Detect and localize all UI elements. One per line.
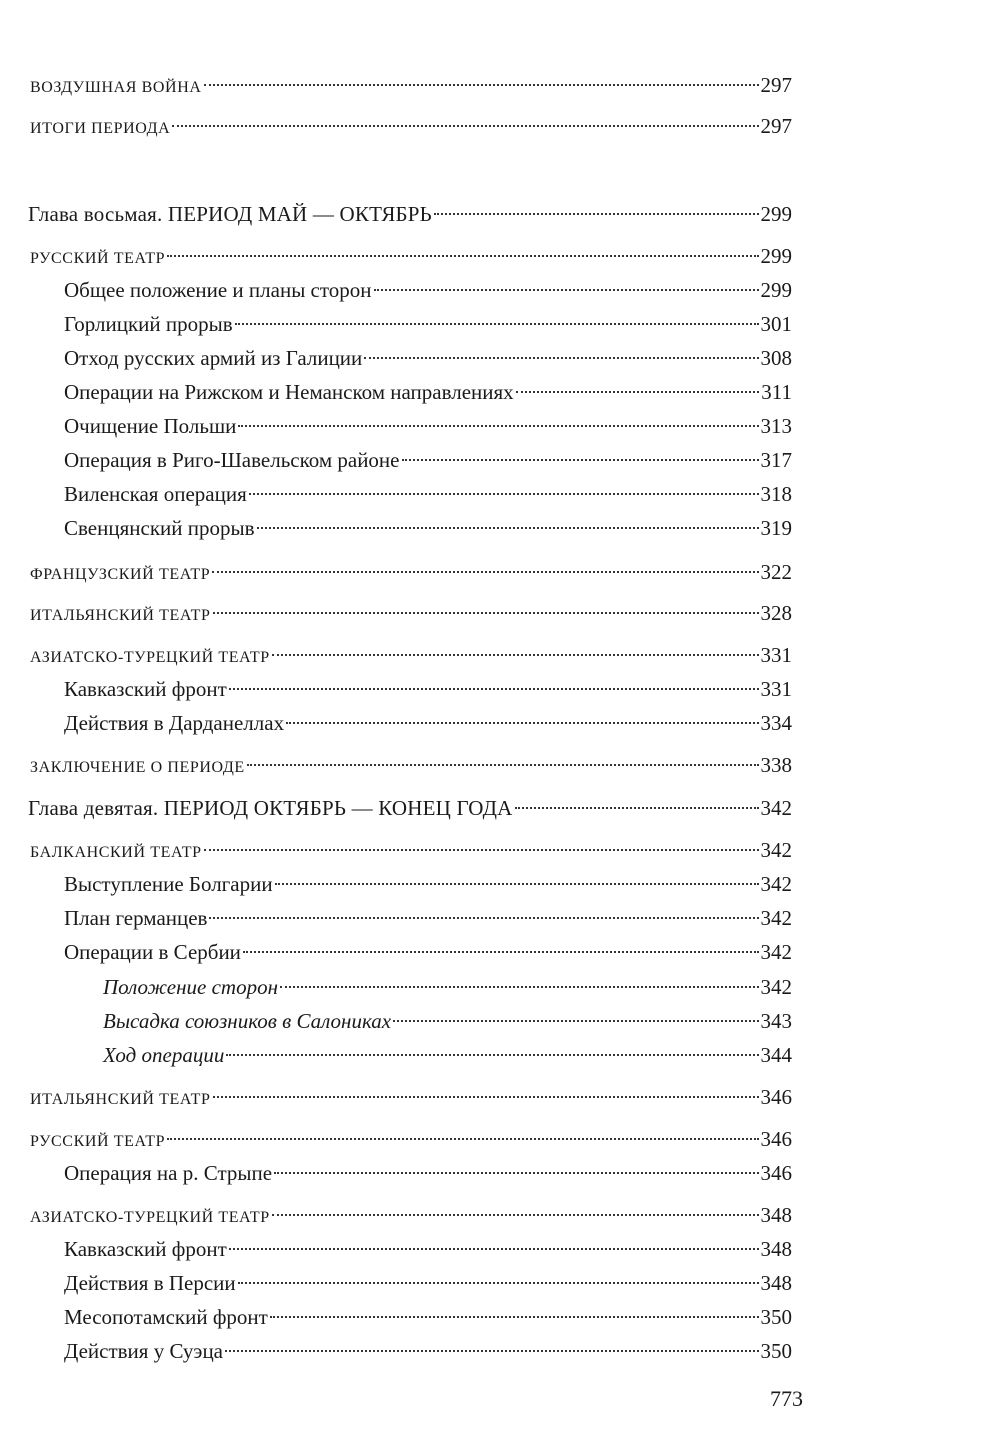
toc-entry-page: 348 bbox=[760, 1271, 792, 1295]
toc-entry-page: 322 bbox=[760, 560, 792, 584]
toc-entry-page: 331 bbox=[760, 643, 792, 667]
toc-entry-title: Операция в Риго-Шавельском районе bbox=[64, 448, 400, 472]
toc-entry-title: Глава восьмая. ПЕРИОД МАЙ — ОКТЯБРЬ bbox=[28, 202, 432, 226]
toc-entry bbox=[30, 1082, 792, 1112]
toc-entry-page: 318 bbox=[760, 482, 792, 506]
toc-entry-title: АЗИАТСКО-ТУРЕЦКИЙ ТЕАТР bbox=[30, 649, 270, 666]
toc-entry-page: 348 bbox=[760, 1203, 792, 1227]
toc-entry-title: ВОЗДУШНАЯ ВОЙНА bbox=[30, 79, 202, 96]
toc-entry bbox=[30, 750, 792, 780]
toc-entry-title: Месопотамский фронт bbox=[64, 1305, 268, 1329]
toc-entry-title: Горлицкий прорыв bbox=[64, 312, 233, 336]
toc-entry-title: ФРАНЦУЗСКИЙ ТЕАТР bbox=[30, 566, 211, 583]
toc-entry-page: 350 bbox=[760, 1305, 792, 1329]
toc-entry-page: 297 bbox=[760, 73, 792, 97]
toc-entry bbox=[64, 674, 792, 704]
toc-entry bbox=[103, 1040, 792, 1070]
dot-leader bbox=[213, 611, 759, 614]
dot-leader bbox=[213, 1095, 759, 1098]
toc-entry-page: 346 bbox=[760, 1127, 792, 1151]
toc-entry bbox=[64, 411, 792, 441]
toc-entry bbox=[103, 972, 792, 1002]
toc-entry bbox=[30, 835, 792, 865]
toc-entry-page: 338 bbox=[760, 753, 792, 777]
toc-entry-page: 348 bbox=[760, 1237, 792, 1261]
toc-entry-title: ИТОГИ ПЕРИОДА bbox=[30, 120, 171, 137]
toc-entry-title: Действия в Дарданеллах bbox=[64, 711, 285, 735]
toc-entry bbox=[64, 275, 792, 305]
toc-entry-title: Глава девятая. ПЕРИОД ОКТЯБРЬ — КОНЕЦ ГОДА bbox=[28, 796, 513, 820]
toc-entry-page: 350 bbox=[760, 1339, 792, 1363]
dot-leader bbox=[516, 390, 760, 393]
dot-leader bbox=[172, 124, 758, 127]
toc-entry-page: 342 bbox=[760, 906, 792, 930]
dot-leader bbox=[249, 492, 759, 495]
toc-entry bbox=[64, 343, 792, 373]
toc-entry-page: 342 bbox=[760, 940, 792, 964]
dot-leader bbox=[402, 458, 759, 461]
toc-entry-page: 301 bbox=[760, 312, 792, 336]
dot-leader bbox=[270, 1315, 759, 1318]
dot-leader bbox=[286, 721, 758, 724]
toc-entry bbox=[64, 1302, 792, 1332]
toc-entry-title: Очищение Польши bbox=[64, 414, 237, 438]
toc-entry-title: ИТАЛЬЯНСКИЙ ТЕАТР bbox=[30, 1091, 211, 1108]
toc-entry-page: 342 bbox=[760, 872, 792, 896]
toc-entry-page: 311 bbox=[761, 380, 792, 404]
toc-entry-title: Действия у Суэца bbox=[64, 1339, 224, 1363]
toc-entry-page: 317 bbox=[760, 448, 792, 472]
toc-entry-title: АЗИАТСКО-ТУРЕЦКИЙ ТЕАТР bbox=[30, 1209, 270, 1226]
dot-leader bbox=[515, 806, 759, 809]
toc-entry-title: Выступление Болгарии bbox=[64, 872, 273, 896]
dot-leader bbox=[434, 212, 759, 215]
toc-entry-title: Положение сторон bbox=[103, 975, 279, 999]
toc-entry bbox=[30, 1200, 792, 1230]
toc-entry bbox=[64, 1336, 792, 1366]
dot-leader bbox=[272, 653, 759, 656]
toc-entry bbox=[64, 1158, 792, 1188]
dot-leader bbox=[235, 322, 759, 325]
toc-entry bbox=[64, 309, 792, 339]
toc-entry-page: 334 bbox=[760, 711, 792, 735]
toc-entry bbox=[30, 1124, 792, 1154]
dot-leader bbox=[272, 1213, 759, 1216]
toc-entry-title: РУССКИЙ ТЕАТР bbox=[30, 1133, 166, 1150]
toc-entry bbox=[30, 640, 792, 670]
toc-entry-title: Отход русских армий из Галиции bbox=[64, 346, 363, 370]
toc-entry-page: 328 bbox=[760, 601, 792, 625]
toc-entry-title: Действия в Персии bbox=[64, 1271, 236, 1295]
toc-entry-page: 299 bbox=[760, 278, 792, 302]
toc-entry bbox=[103, 1006, 792, 1036]
dot-leader bbox=[204, 848, 759, 851]
toc-entry-page: 297 bbox=[760, 114, 792, 138]
toc-entry-page: 342 bbox=[760, 796, 792, 820]
toc-entry-page: 343 bbox=[760, 1009, 792, 1033]
dot-leader bbox=[247, 763, 759, 766]
dot-leader bbox=[167, 1137, 758, 1140]
dot-leader bbox=[209, 916, 758, 919]
toc-entry-page: 342 bbox=[760, 838, 792, 862]
dot-leader bbox=[229, 687, 759, 690]
toc-entry bbox=[28, 199, 792, 229]
toc-entry-title: Операция на р. Стрыпе bbox=[64, 1161, 273, 1185]
dot-leader bbox=[204, 83, 759, 86]
dot-leader bbox=[167, 254, 758, 257]
toc-entry-title: Свенцянский прорыв bbox=[64, 516, 255, 540]
dot-leader bbox=[364, 356, 758, 359]
toc-entry-page: 346 bbox=[760, 1085, 792, 1109]
dot-leader bbox=[275, 882, 759, 885]
toc-entry-page: 331 bbox=[760, 677, 792, 701]
toc-entry-title: РУССКИЙ ТЕАТР bbox=[30, 250, 166, 267]
toc-entry-title: ИТАЛЬЯНСКИЙ ТЕАТР bbox=[30, 607, 211, 624]
dot-leader bbox=[212, 570, 758, 573]
toc-entry-page: 344 bbox=[760, 1043, 792, 1067]
toc-entry bbox=[30, 241, 792, 271]
page-number: 773 bbox=[770, 1386, 803, 1411]
toc-entry-page: 299 bbox=[760, 202, 792, 226]
dot-leader bbox=[229, 1247, 759, 1250]
toc-entry bbox=[64, 479, 792, 509]
toc-entry-title: Кавказский фронт bbox=[64, 1237, 227, 1261]
toc-entry-page: 313 bbox=[760, 414, 792, 438]
dot-leader bbox=[257, 526, 759, 529]
dot-leader bbox=[238, 424, 758, 427]
toc-entry-page: 308 bbox=[760, 346, 792, 370]
toc-entry bbox=[30, 70, 792, 100]
toc-entry bbox=[64, 903, 792, 933]
toc-entry-title: Операции на Рижском и Неманском направлениях bbox=[64, 380, 514, 404]
toc-entry-title: Кавказский фронт bbox=[64, 677, 227, 701]
toc-entry-title: Ход операции bbox=[103, 1043, 225, 1067]
toc-entry bbox=[64, 869, 792, 899]
dot-leader bbox=[280, 985, 758, 988]
toc-entry-title: Высадка союзников в Салониках bbox=[103, 1009, 392, 1033]
toc-entry-page: 342 bbox=[760, 975, 792, 999]
toc-entry-title: Операции в Сербии bbox=[64, 940, 241, 964]
toc-entry bbox=[64, 1234, 792, 1264]
toc-entry-title: ЗАКЛЮЧЕНИЕ О ПЕРИОДЕ bbox=[30, 759, 245, 776]
toc-entry-page: 319 bbox=[760, 516, 792, 540]
toc-entry-title: Виленская операция bbox=[64, 482, 247, 506]
toc-entry bbox=[64, 377, 792, 407]
toc-entry-page: 346 bbox=[760, 1161, 792, 1185]
toc-entry bbox=[64, 937, 792, 967]
toc-entry bbox=[30, 111, 792, 141]
dot-leader bbox=[243, 950, 759, 953]
toc-entry-title: БАЛКАНСКИЙ ТЕАТР bbox=[30, 844, 202, 861]
toc-entry-title: План германцев bbox=[64, 906, 208, 930]
dot-leader bbox=[226, 1053, 758, 1056]
dot-leader bbox=[393, 1019, 758, 1022]
toc-entry-page: 299 bbox=[760, 244, 792, 268]
toc-entry bbox=[64, 1268, 792, 1298]
dot-leader bbox=[225, 1349, 758, 1352]
toc-entry bbox=[64, 445, 792, 475]
toc-entry bbox=[30, 557, 792, 587]
toc-entry bbox=[28, 793, 792, 823]
dot-leader bbox=[274, 1171, 758, 1174]
toc-entry-title: Общее положение и планы сторон bbox=[64, 278, 372, 302]
toc-entry bbox=[30, 598, 792, 628]
dot-leader bbox=[374, 288, 759, 291]
toc-entry bbox=[64, 513, 792, 543]
dot-leader bbox=[238, 1281, 759, 1284]
toc-entry bbox=[64, 708, 792, 738]
